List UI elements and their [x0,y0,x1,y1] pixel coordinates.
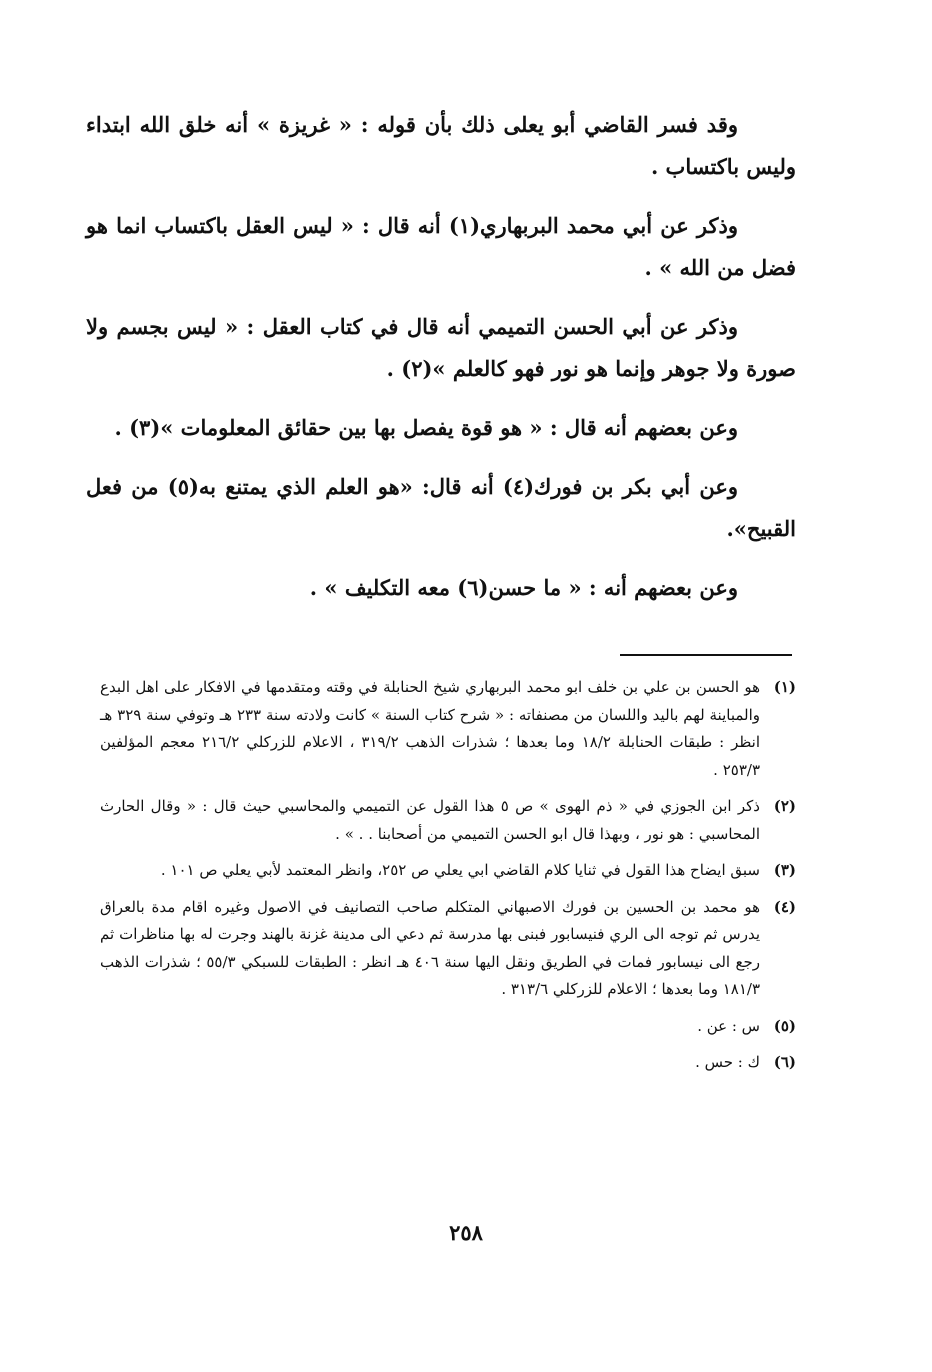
footnote [100,1049,796,1077]
footnote-text: سبق ايضاح هذا القول في ثنايا كلام القاضي ابي يعلي ص ٢٥٢، وانظر المعتمد لأبي يعلي ص ١٠١ . [160,861,760,879]
paragraph: وعن بعضهم أنه : « ما حسن(٦) معه التكليف » . [309,575,738,600]
footnote-number: (٢) [773,797,796,815]
paragraph: وعن بعضهم أنه قال : « هو قوة يفصل بها بين حقائق المعلومات »(٣) . [114,415,738,440]
paragraph: وذكر عن أبي الحسن التميمي أنه قال في كتاب العقل : « ليس بجسم ولا صورة ولا جوهر وإنما هو نور فهو كالعلم »(٢) . [86,314,796,381]
footnote-number: (٤) [773,897,796,916]
footnote [100,1013,796,1041]
paragraph: وقد فسر القاضي أبو يعلى ذلك بأن قوله : « غريزة » أنه خلق الله ابتداء وليس باكتساب . [86,112,796,179]
main-text [86,104,796,609]
paragraph: وذكر عن أبي محمد البربهاري(١) أنه قال : « ليس العقل باكتساب انما هو فضل من الله » . [86,213,796,280]
paragraph: وعن أبي بكر بن فورك(٤) أنه قال: «هو العلم الذي يمتنع به(٥) من فعل القبيح». [86,474,796,541]
footnote [100,857,796,885]
footnote-number: (١) [773,678,796,696]
footnote-text: ك : حس . [695,1053,760,1071]
footnote-number: (٦) [773,1053,796,1071]
footnote-text: هو الحسن بن علي بن خلف ابو محمد البربهاري شيخ الحنابلة في وقته ومتقدمها في الافكار على اهل البدع والمباينة لهم باليد واللسان من مصنفاته : « شرح كتاب السنة » كانت ولادته سنة ٢٣٣ هـ وتوفي سنة ٣٢٩ هـ انظر : طبقات الحنابلة ١٨/٢ وما بعدها ؛ شذرات الذهب ٣١٩/٢ ، الاعلام للزركلي ٢١٦/٢ معجم المؤلفين ٢٥٣/٣ . [100,678,761,779]
page-number: ٢٥٨ [449,1220,483,1245]
footnote [100,793,796,848]
footnote [100,894,796,1004]
footnote-number: (٥) [773,1016,796,1035]
footnote-text: ذكر ابن الجوزي في « ذم الهوى » ص ٥ هذا القول عن التميمي والمحاسبي حيث قال : « وقال الحارث المحاسبي : هو نور ، وبهذا قال ابو الحسن التميمي من أصحابنا . . » . [100,797,760,843]
footnote-text: هو محمد بن الحسين بن فورك الاصبهاني المتكلم صاحب التصانيف في الاصول وغيره اقام مدة بالعراق يدرس ثم توجه الى الري فنيسابور فبنى بها مدرسة ثم دعي الى مدينة غزنة بالهند وجرت له بها مناظرات ثم رجع الى نيسابور فمات في الطريق ونقل اليها سنة ٤٠٦ هـ انظر : الطبقات للسبكي ٥٥/٣ ؛ شذرات الذهب ١٨١/٣ وما بعدها ؛ الاعلام للزركلي ٣١٣/٦ . [100,897,761,998]
footnote [100,674,796,784]
footnote-number: (٣) [773,861,796,879]
footnote-separator [620,654,792,656]
footnotes [100,674,796,1086]
footnote-text: س : عن . [697,1016,760,1035]
